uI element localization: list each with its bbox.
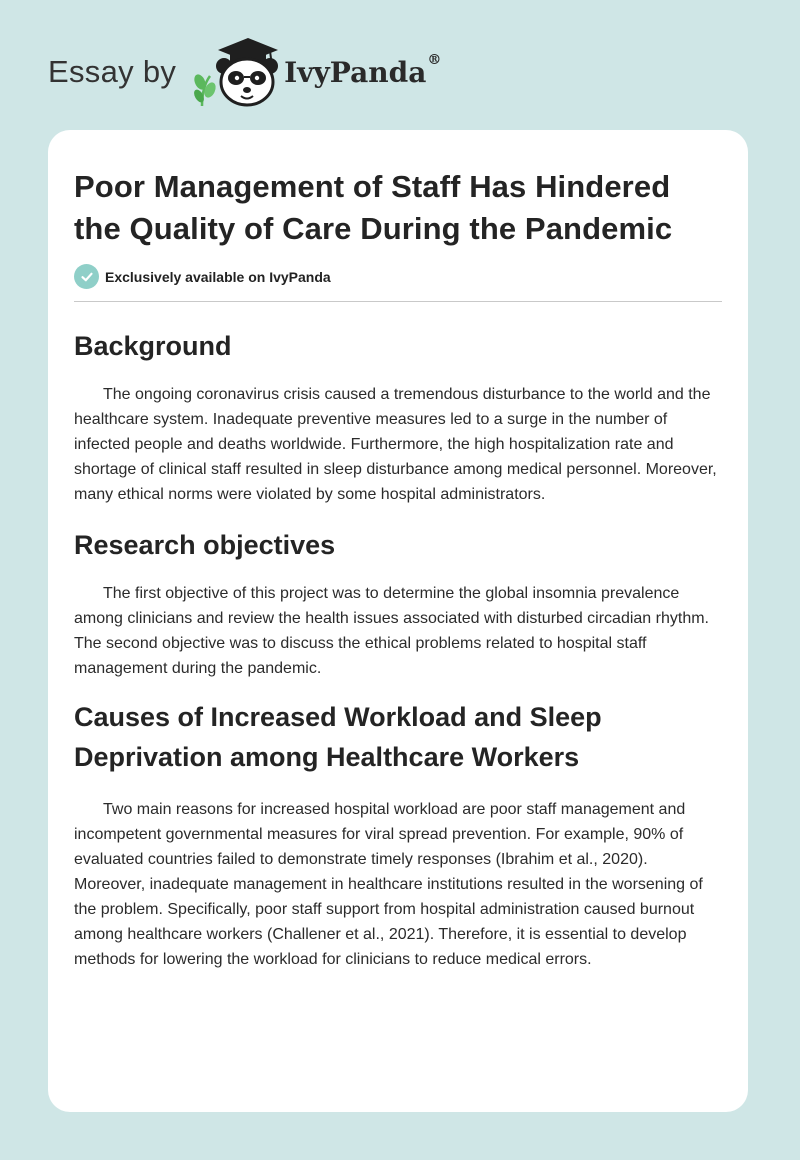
panda-graduate-icon bbox=[190, 36, 280, 108]
section-background bbox=[74, 326, 722, 507]
section-paragraph: Two main reasons for increased hospital workload are poor staff management and incompetent governmental measures for viral spread prevention. For example, 90% of evaluated countries failed to demonstrate timely responses (Ibrahim et al., 2020). Moreover, inadequate management in healthcare institutions resulted in the worsening of the problem. Specifically, poor staff support from hospital administration caused burnout among healthcare workers (Challener et al., 2021). Therefore, it is essential to develop methods for lowering the workload for clinicians to reduce medical errors. bbox=[74, 801, 703, 968]
brand-logo[interactable] bbox=[48, 36, 441, 108]
brand-prefix: Essay by bbox=[48, 54, 177, 89]
brand-name: IvyPanda® bbox=[284, 51, 442, 89]
checkmark-icon bbox=[74, 264, 99, 289]
section-paragraph: The first objective of this project was to determine the global insomnia prevalence among clinicians and review the health issues associated with disturbed circadian rhythm. The second objective was to discuss the ethical problems related to hospital staff management during the pandemic. bbox=[74, 585, 709, 677]
section-heading: Research objectives bbox=[74, 530, 336, 560]
section-heading: Causes of Increased Workload and Sleep Deprivation among Healthcare Workers bbox=[74, 702, 602, 772]
article-card bbox=[48, 130, 748, 1112]
section-paragraph: The ongoing coronavirus crisis caused a tremendous disturbance to the world and the healthcare system. Inadequate preventive measures led to a surge in the number of infected people and deaths worldwide. Furthermore, the high hospitalization rate and shortage of clinical staff resulted in sleep disturbance among medical personnel. Moreover, many ethical norms were violated by some hospital administrators. bbox=[74, 386, 717, 503]
exclusive-badge bbox=[74, 264, 722, 289]
section-heading: Background bbox=[74, 331, 232, 361]
exclusive-badge-text: Exclusively available on IvyPanda bbox=[105, 268, 331, 285]
section-causes-workload bbox=[74, 697, 722, 972]
section-research-objectives bbox=[74, 525, 722, 681]
title-divider bbox=[74, 301, 722, 302]
article-title: Poor Management of Staff Has Hindered the Quality of Care During the Pandemic bbox=[74, 169, 673, 246]
